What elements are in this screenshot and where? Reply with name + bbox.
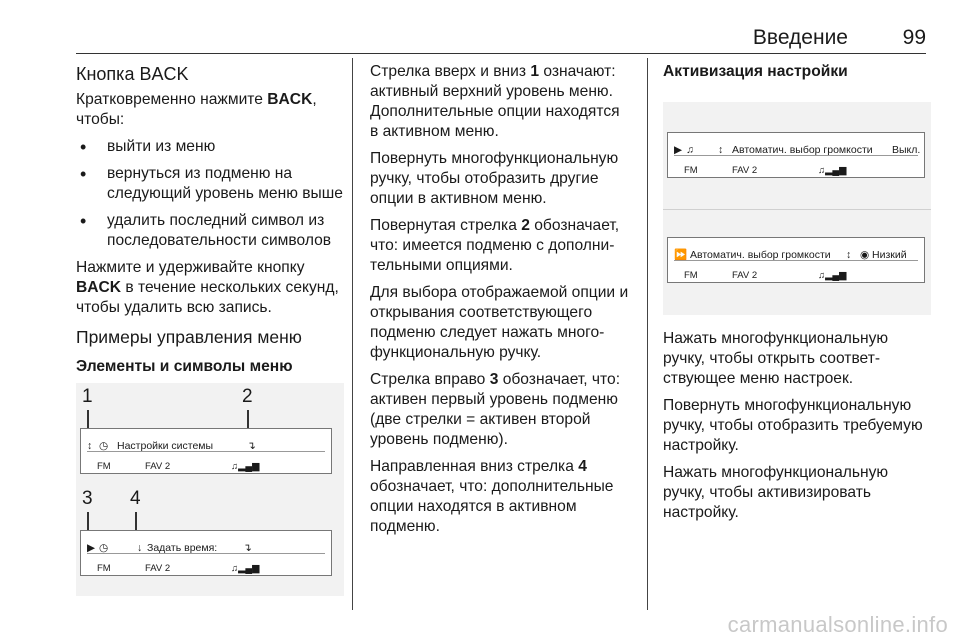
- favourite-label: FAV 2: [732, 270, 758, 281]
- display-screen-system: [80, 428, 332, 474]
- signal-icon: ♫▂▄▆: [231, 563, 260, 574]
- back-key-label: BACK: [267, 91, 313, 108]
- figure-divider: [663, 209, 931, 210]
- submenu-arrow-icon: ↴: [247, 440, 256, 452]
- header-rule: [76, 53, 926, 54]
- note-icon: ♫: [686, 144, 694, 156]
- screen-row-status: [674, 264, 918, 281]
- reference-number: 2: [521, 217, 530, 234]
- screen-row-menu: [87, 434, 325, 452]
- paragraph-text: Стрелка вверх и вниз: [370, 63, 531, 80]
- column-2: [370, 62, 632, 544]
- display-screen-volume-off: [667, 132, 925, 178]
- paragraph-text: Стрелка вправо: [370, 371, 490, 388]
- menu-elements-subheading: Элементы и символы меню: [76, 358, 293, 375]
- right-arrow-paragraph: [370, 370, 632, 450]
- rotated-arrow-paragraph: [370, 216, 632, 276]
- paragraph-text: означают: активный верхний уровень меню. Дополнительные опции находятся в активном меню.: [370, 63, 620, 140]
- menu-symbols-figure: [76, 383, 344, 596]
- back-button-heading: Кнопка BACK: [76, 64, 189, 84]
- band-label: FM: [684, 270, 698, 281]
- menu-item-label: Автоматич. выбор громкости: [690, 249, 831, 261]
- updown-arrow-icon: ↕: [718, 144, 724, 156]
- callout-line-3: [87, 512, 89, 530]
- watermark: carmanualsonline.info: [727, 612, 948, 637]
- column-divider-2: [647, 58, 648, 610]
- callout-line-2: [247, 410, 249, 428]
- screen-row-status: [87, 455, 325, 472]
- back-bullet-list: [76, 137, 344, 251]
- screen-row-status: [674, 159, 918, 176]
- updown-arrow-icon: ↕: [846, 249, 852, 261]
- menu-item-label: Настройки системы: [117, 440, 214, 452]
- rotate-knob-paragraph: Повернуть многофункциональную ручку, чтобы отобразить требуемую настройку.: [663, 397, 923, 454]
- activate-setting-heading: Активизация настройки: [663, 63, 848, 80]
- setting-value: Низкий: [872, 249, 907, 261]
- bullet-item: • вернуться из подменю на следующий уровень меню выше: [76, 164, 344, 204]
- menu-item-label: Задать время:: [147, 542, 218, 554]
- signal-icon: ♫▂▄▆: [231, 461, 260, 472]
- page-header: [76, 24, 926, 54]
- hold-text: Нажмите и удерживайте кнопку: [76, 259, 305, 276]
- callout-line-1: [87, 410, 89, 428]
- column-divider-1: [352, 58, 353, 610]
- reference-number: 1: [530, 63, 540, 80]
- right-arrow-icon: ▶: [87, 542, 96, 554]
- activate-knob-paragraph: Нажать многофункциональную ручку, чтобы активизировать настройку.: [663, 464, 889, 521]
- updown-arrow-paragraph: [370, 62, 632, 142]
- paragraph-text: обозначает, что: активен первый уровень подменю (две стрелки = активен второй уровень подменю).: [370, 371, 621, 448]
- menu-item-label: Автоматич. выбор громкости: [732, 144, 873, 156]
- band-label: FM: [684, 165, 698, 176]
- down-arrow-icon: ↓: [137, 542, 143, 554]
- screen-row-menu: [674, 243, 918, 261]
- paragraph-text: Повернутая стрелка: [370, 217, 522, 234]
- favourite-label: FAV 2: [732, 165, 758, 176]
- submenu-arrow-icon: ↴: [243, 542, 252, 554]
- chapter-title: Введение: [752, 26, 848, 49]
- callout-line-4: [135, 512, 137, 530]
- setting-value: Выкл.: [892, 144, 921, 156]
- clock-icon: ◷: [99, 542, 109, 554]
- clock-icon: ◷: [99, 440, 109, 452]
- callout-number-3: 3: [82, 488, 93, 509]
- back-intro-text: Кратковременно нажмите: [76, 91, 268, 108]
- display-screen-volume-low: [667, 237, 925, 283]
- double-right-arrow-icon: ⏩: [674, 249, 688, 261]
- band-label: FM: [97, 461, 111, 472]
- paragraph-text: обозначает, что: дополнительные опции находятся в активном подменю.: [370, 478, 614, 535]
- paragraph-text: обозначает, что: имеется подменю с дополнительными опциями.: [370, 217, 620, 274]
- signal-icon: ♫▂▄▆: [818, 165, 847, 176]
- column-1: [76, 62, 344, 596]
- column-3: [663, 62, 931, 530]
- back-key-label: BACK: [76, 279, 122, 296]
- activate-setting-figure: [663, 102, 931, 315]
- reference-number: 4: [578, 458, 587, 475]
- callout-number-2: 2: [242, 386, 253, 407]
- screen-row-menu: [674, 138, 921, 156]
- band-label: FM: [97, 563, 111, 574]
- screen-row-menu: [87, 536, 325, 554]
- select-option-paragraph: Для выбора отображаемой опции и открывания соответствующего подменю следует нажать многофункциональную ручку.: [370, 284, 629, 361]
- reference-number: 3: [489, 371, 499, 388]
- callout-number-1: 1: [82, 386, 93, 407]
- back-hold-paragraph: [76, 258, 344, 318]
- hold-tail: в течение нескольких секунд, чтобы удалить всю запись.: [76, 279, 339, 316]
- press-knob-paragraph: Нажать многофункциональную ручку, чтобы открыть соответствующее меню настроек.: [663, 330, 889, 387]
- right-arrow-icon: ▶: [674, 144, 683, 156]
- rotate-knob-paragraph: Повернуть многофункциональную ручку, чтобы отобразить другие опции в активном меню.: [370, 150, 619, 207]
- favourite-label: FAV 2: [145, 563, 171, 574]
- back-intro: [76, 90, 344, 130]
- display-screen-time: [80, 530, 332, 576]
- paragraph-text: Направленная вниз стрелка: [370, 458, 579, 475]
- bullet-item: • удалить последний символ из последовательности символов: [76, 211, 344, 251]
- down-arrow-paragraph: [370, 457, 632, 537]
- updown-arrow-icon: ↕: [87, 440, 93, 452]
- favourite-label: FAV 2: [145, 461, 171, 472]
- page-number: 99: [902, 26, 926, 49]
- signal-icon: ♫▂▄▆: [818, 270, 847, 281]
- screen-row-status: [87, 557, 325, 574]
- radio-selected-icon: ◉: [860, 249, 870, 261]
- bullet-item: • выйти из меню: [76, 137, 344, 157]
- menu-examples-heading: Примеры управления меню: [76, 327, 302, 347]
- back-intro-tail: , чтобы:: [76, 91, 317, 128]
- callout-number-4: 4: [130, 488, 141, 509]
